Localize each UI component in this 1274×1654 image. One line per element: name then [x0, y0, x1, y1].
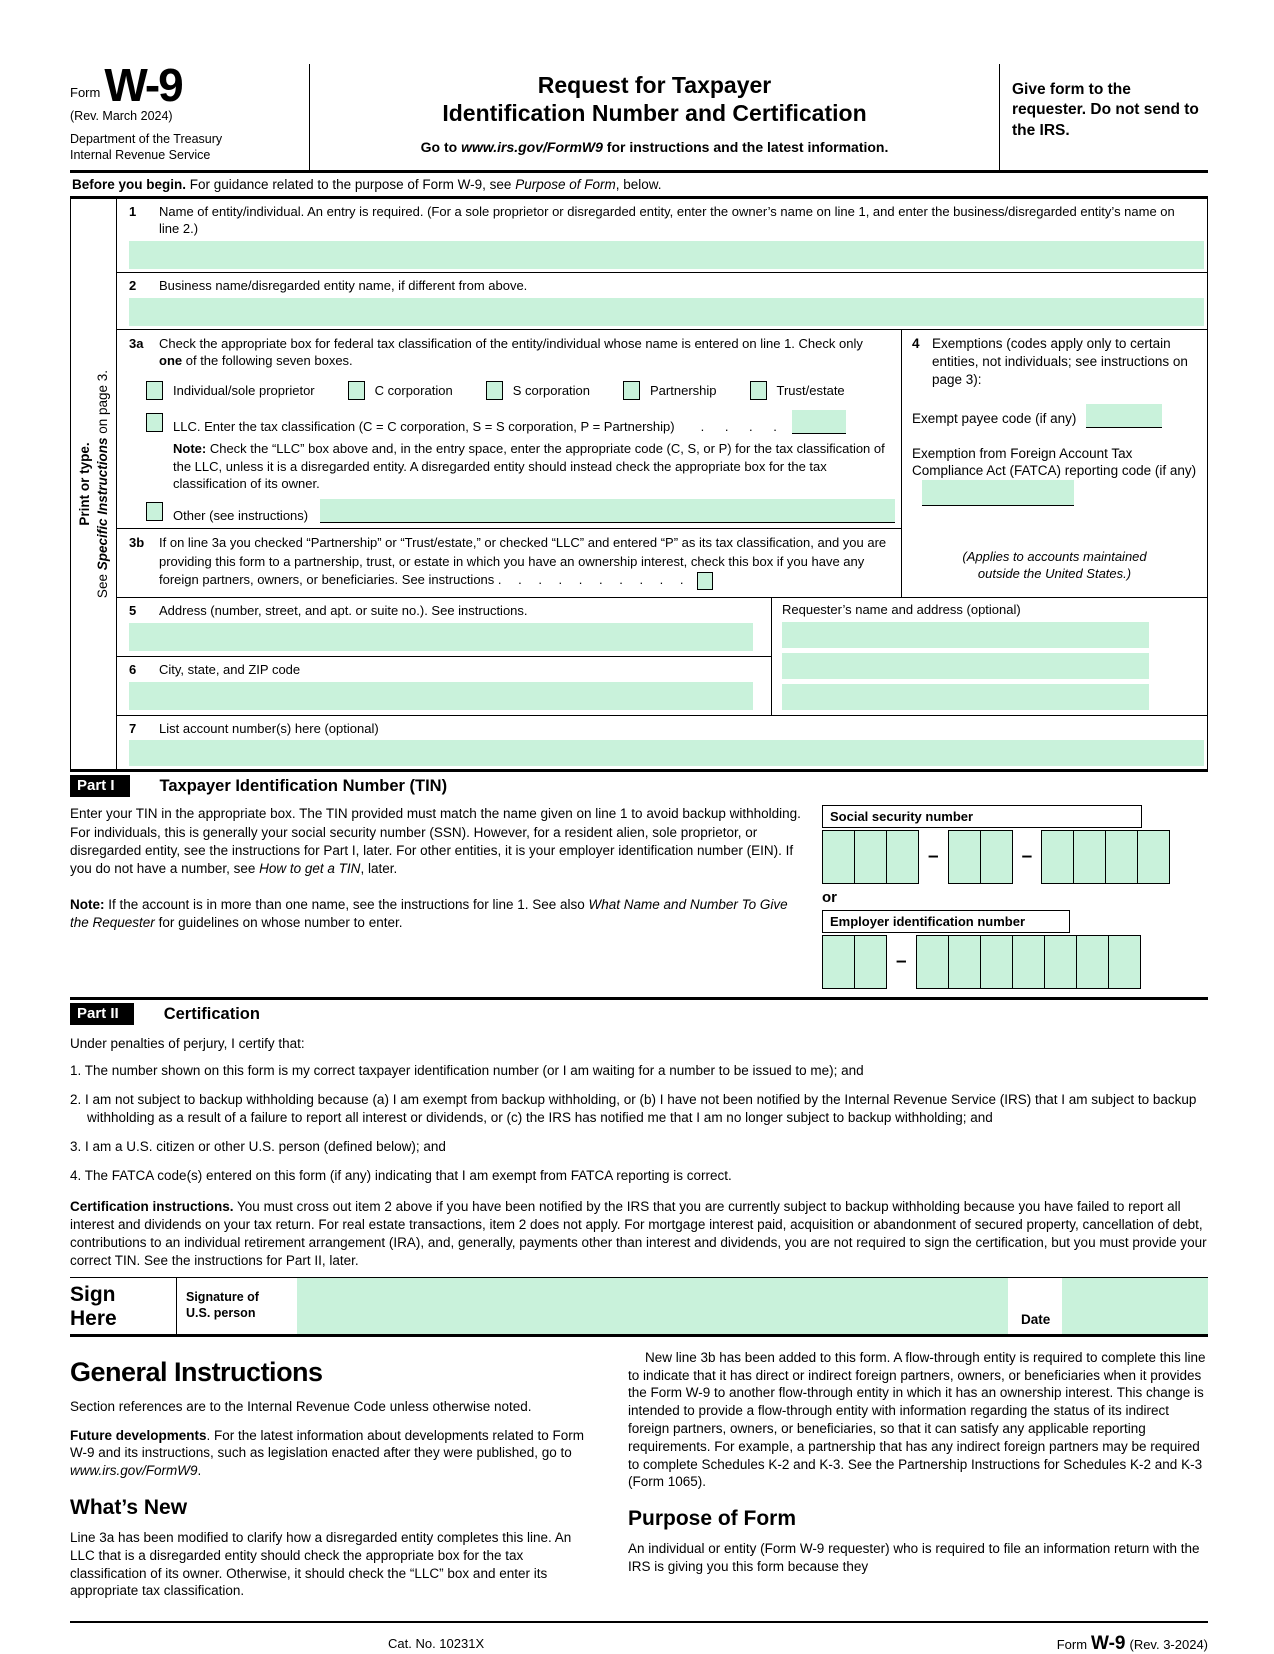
line-3a-cell	[117, 330, 901, 528]
ssn-cell[interactable]	[948, 830, 981, 884]
checkbox-other[interactable]	[146, 502, 163, 521]
form-header	[70, 59, 1208, 173]
catalog-number: Cat. No. 10231X	[388, 1636, 485, 1652]
line-7-label: List account number(s) here (optional)	[159, 721, 379, 736]
line-3b-text: If on line 3a you checked “Partnership” or “Trust/estate,” or checked “LLC” and entered “P” as its tax classification, and you are providing this form to a partnership, trust, or estate in which you have an ownership interest, check this box if you have any foreign partners, owners, or beneficiaries. See instructions . . . . . . . . . .	[159, 534, 897, 589]
form-fields-table	[70, 199, 1208, 773]
fatca-code-input[interactable]	[922, 480, 1074, 506]
requester-name-address-input-3[interactable]	[782, 684, 1149, 710]
classification-checkbox-row	[146, 381, 891, 400]
certification-item: 4. The FATCA code(s) entered on this form (if any) indicating that I am exempt from FATCA reporting is correct.	[70, 1167, 732, 1183]
line-5-6-block	[117, 598, 1207, 716]
certification-item: 1. The number shown on this form is my correct taxpayer identification number (or I am waiting for a number to be issued to me); and	[70, 1063, 864, 1079]
form-id-block	[70, 59, 310, 170]
agency-block	[70, 131, 301, 164]
line-4-label: Exemptions (codes apply only to certain entities, not individuals; see instructions on page 3):	[932, 336, 1188, 387]
other-label: Other (see instructions)	[173, 508, 309, 524]
requester-name-address-input-2[interactable]	[782, 653, 1149, 679]
form-word: Form	[70, 85, 101, 101]
ein-cell[interactable]	[1044, 935, 1077, 989]
ssn-dash: –	[1021, 846, 1033, 868]
line-5-number: 5	[129, 602, 137, 618]
footer-form-id: Form W-9 (Rev. 3-2024)	[1056, 1633, 1208, 1654]
checkbox-c-corporation[interactable]: C corporation	[348, 381, 453, 400]
ssn-cell[interactable]	[822, 830, 855, 884]
certification-item: 2. I am not subject to backup withholding because (a) I am exempt from backup withholding, or (b) I have not been notified by the Internal Revenue Service (IRS) that I am subject to backup withholding as a result of a failure to report all interest or dividends, or (c) the IRS has notified me that I am no longer subject to backup withholding; and	[70, 1092, 1197, 1126]
date-label: Date	[1021, 1311, 1051, 1327]
revision-date: (Rev. March 2024)	[70, 109, 173, 124]
ein-cell[interactable]	[822, 935, 855, 989]
line-3-column	[117, 330, 902, 597]
line-3b-new-paragraph: New line 3b has been added to this form. A flow-through entity is required to complete this line to indicate that it has direct or indirect foreign partners, owners, or beneficiaries when it provides the Form W-9 to another flow-through entity in which it has an ownership interest. This change is intended to provide a flow-through entity with information regarding the status of its indirect foreign partners, owners, or beneficiaries, so that it can satisfy any applicable reporting requirements. For example, a partnership that has any indirect foreign partners may be required to complete Schedules K-2 and K-3. See the Partnership Instructions for Schedules K-2 and K-3 (Form 1065).	[628, 1349, 1206, 1490]
checkbox-llc[interactable]	[146, 413, 163, 432]
address-input[interactable]	[129, 623, 753, 651]
llc-classification-input[interactable]	[792, 410, 846, 434]
certification-item: 3. I am a U.S. citizen or other U.S. person (defined below); and	[70, 1139, 446, 1155]
line-5-row	[117, 598, 771, 656]
fatca-row: Exemption from Foreign Account Tax Compliance Act (FATCA) reporting code (if any)	[910, 445, 1199, 507]
ssn-cell[interactable]	[886, 830, 919, 884]
line-1-row	[117, 199, 1207, 273]
tin-boxes-column	[822, 805, 1208, 989]
department: Department of the Treasury	[70, 132, 223, 147]
requester-cell	[772, 598, 1207, 715]
before-you-begin-line: Before you begin. For guidance related to the purpose of Form W-9, see Purpose of Form, below.	[70, 173, 1208, 199]
or-label: or	[822, 889, 837, 907]
checkbox-icon[interactable]	[623, 381, 640, 400]
city-state-zip-input[interactable]	[129, 682, 753, 710]
print-or-type-sidebar	[71, 199, 117, 770]
form-number: W-9	[104, 59, 182, 111]
ein-cell[interactable]	[854, 935, 887, 989]
form-rows	[117, 199, 1207, 770]
ssn-cell[interactable]	[980, 830, 1013, 884]
sign-here-label: Sign Here	[70, 1278, 177, 1334]
dot-leaders: . . . . . . . . . .	[497, 572, 685, 588]
other-classification-input[interactable]	[320, 499, 895, 523]
purpose-of-form-title: Purpose of Form	[628, 1507, 797, 1531]
checkbox-icon[interactable]	[348, 381, 365, 400]
ein-cell[interactable]	[1076, 935, 1109, 989]
whats-new-title: What’s New	[70, 1495, 188, 1519]
ssn-cell[interactable]	[1105, 830, 1138, 884]
line-6-number: 6	[129, 661, 137, 677]
line-1-number: 1	[129, 203, 137, 219]
line-3b-cell	[117, 528, 901, 596]
address-column	[117, 598, 772, 715]
checkbox-individual-sole-proprietor[interactable]: Individual/sole proprietor	[146, 381, 315, 400]
line-4-number: 4	[912, 336, 920, 352]
date-input[interactable]	[1062, 1278, 1208, 1334]
ssn-cell[interactable]	[1137, 830, 1170, 884]
ssn-cell[interactable]	[1041, 830, 1074, 884]
ssn-dash: –	[928, 846, 939, 868]
ein-dash: –	[896, 951, 907, 973]
tin-note: Note: If the account is in more than one name, see the instructions for line 1. See also What Name and Number To Give the Requester for guidelines on whose number to enter.	[70, 896, 788, 930]
agency: Internal Revenue Service	[70, 148, 211, 163]
checkbox-icon[interactable]	[750, 381, 767, 400]
section-references-paragraph: Section references are to the Internal Revenue Code unless otherwise noted.	[70, 1398, 532, 1414]
line-3-and-4-block	[117, 330, 1207, 598]
signature-of-label: Signature of U.S. person	[186, 1289, 259, 1320]
account-numbers-input[interactable]	[129, 740, 1204, 766]
part2-content	[70, 1036, 1208, 1270]
requester-label: Requester’s name and address (optional)	[782, 601, 1021, 617]
line-7-number: 7	[129, 721, 137, 736]
purpose-paragraph: An individual or entity (Form W-9 requester) who is required to file an information return with the IRS is giving you this form because they	[628, 1541, 1200, 1575]
checkbox-partnership[interactable]: Partnership	[623, 381, 716, 400]
certify-intro: Under penalties of perjury, I certify that:	[70, 1036, 305, 1052]
fatca-label: Exemption from Foreign Account Tax Compliance Act (FATCA) reporting	[912, 445, 1133, 479]
part2-title: Certification	[163, 1004, 260, 1023]
part1-content	[70, 801, 1208, 997]
part1-header	[70, 772, 1208, 801]
line-3a-label: Check the appropriate box for federal tax classification of the entity/individual whose name is entered on line 1. Check only one of the following seven boxes.	[159, 336, 863, 369]
line-2-number: 2	[129, 277, 137, 293]
part1-title: Taxpayer Identification Number (TIN)	[159, 776, 448, 795]
business-name-input[interactable]	[129, 298, 1204, 326]
llc-label: LLC. Enter the tax classification (C = C corporation, S = S corporation, P = Partnership)	[173, 419, 675, 435]
other-row	[146, 499, 895, 523]
certification-instructions: Certification instructions. You must cross out item 2 above if you have been notified by the IRS that you are currently subject to backup withholding because you have failed to report all interest and dividends on your tax return. For real estate transactions, item 2 does not apply. For mortgage interest paid, acquisition or abandonment of secured property, cancellation of debt, contributions to an individual retirement arrangement (IRA), and, generally, payments other than interest and dividends, you are not required to sign the certification, but you must provide your correct TIN. See the instructions for Part II, later.	[70, 1198, 1207, 1268]
give-form-note: Give form to the requester. Do not send to the IRS.	[1012, 81, 1199, 139]
line-4-exemptions-cell	[902, 330, 1207, 597]
print-or-type-label: Print or type. See Specific Instructions on page 3.	[76, 369, 110, 598]
part1-badge: Part I	[70, 775, 130, 797]
tin-paragraph: Enter your TIN in the appropriate box. The TIN provided must match the name given on line 1 to avoid backup withholding. For individuals, this is generally your social security number (SSN). However, for a resident alien, sole proprietor, or disregarded entity, see the instructions for Part I, later. For other entities, it is your employer identification number (EIN). If you do not have a number, see How to get a TIN, later.	[70, 806, 801, 877]
ssn-cells	[822, 830, 1208, 884]
line-3a-number: 3a	[129, 336, 144, 352]
exempt-payee-code-input[interactable]	[1086, 404, 1162, 428]
ein-label: Employer identification number	[822, 910, 1070, 933]
ein-cell[interactable]	[1108, 935, 1141, 989]
ssn-label: Social security number	[822, 805, 1142, 828]
instructions-right-column	[628, 1349, 1208, 1612]
part2-header	[70, 997, 1208, 1029]
future-developments-paragraph: Future developments. For the latest information about developments related to Form W-9 and its instructions, such as legislation enacted after they were published, go to www.irs.gov/FormW9.	[70, 1427, 584, 1479]
name-input[interactable]	[129, 241, 1204, 269]
signature-row	[70, 1277, 1208, 1337]
instructions-left-column	[70, 1349, 597, 1612]
requester-name-address-input-1[interactable]	[782, 622, 1149, 648]
page-footer	[70, 1621, 1208, 1654]
whats-new-paragraph: Line 3a has been modified to clarify how a disregarded entity completes this line. An LLC that is a disregarded entity should check the appropriate box for the tax classification of its owner. Otherwise, it should check the “LLC” box and enter its appropriate tax classification.	[70, 1529, 572, 1599]
instructions-columns	[70, 1349, 1208, 1612]
ein-cell[interactable]	[916, 935, 949, 989]
part2-badge: Part II	[70, 1003, 134, 1025]
ein-cell[interactable]	[1012, 935, 1045, 989]
goto-line: Go to www.irs.gov/FormW9 for instructions and the latest information.	[420, 139, 889, 156]
checkbox-3b-foreign-partners[interactable]	[697, 572, 713, 590]
ein-cells	[822, 935, 1208, 989]
ein-cell[interactable]	[980, 935, 1013, 989]
exempt-payee-label: Exempt payee code (if any)	[912, 410, 1077, 426]
irs-url-link[interactable]: www.irs.gov/FormW9	[70, 1463, 198, 1479]
checkbox-s-corporation[interactable]: S corporation	[486, 381, 590, 400]
line-2-row	[117, 273, 1207, 330]
general-instructions-title: General Instructions	[70, 1356, 323, 1387]
line-6-row	[117, 656, 771, 715]
exempt-payee-row	[910, 404, 1199, 428]
line-5-label: Address (number, street, and apt. or suite no.). See instructions.	[159, 602, 528, 618]
ssn-cell[interactable]	[854, 830, 887, 884]
line-1-label: Name of entity/individual. An entry is required. (For a sole proprietor or disregarded entity, enter the owner’s name on line 1, and enter the business/disregarded entity’s name on line 2.)	[159, 203, 1175, 236]
applies-note: (Applies to accounts maintained outside the United States.)	[962, 548, 1147, 581]
part1-instructions	[70, 805, 822, 989]
form-title: Request for Taxpayer Identification Number and Certification	[442, 72, 867, 126]
form-title-block	[310, 64, 1000, 170]
ein-cell[interactable]	[948, 935, 981, 989]
checkbox-icon[interactable]	[146, 381, 163, 400]
signature-input[interactable]	[297, 1278, 1008, 1334]
ssn-cell[interactable]	[1073, 830, 1106, 884]
llc-note: Note: Check the “LLC” box above and, in the entry space, enter the appropriate code (C, S, or P) for the tax classification of the LLC, unless it is a disregarded entity. A disregarded entity should instead check the appropriate box for the tax classification of its owner.	[173, 441, 885, 491]
line-2-label: Business name/disregarded entity name, if different from above.	[159, 277, 528, 293]
checkbox-icon[interactable]	[486, 381, 503, 400]
line-3b-number: 3b	[129, 535, 145, 551]
irs-url-link[interactable]: www.irs.gov/FormW9	[461, 139, 603, 156]
checkbox-trust-estate[interactable]: Trust/estate	[750, 381, 845, 400]
line-6-label: City, state, and ZIP code	[159, 661, 301, 677]
dot-leaders: . . . .	[700, 419, 778, 435]
line-7-row	[117, 716, 1207, 769]
llc-row	[146, 410, 893, 434]
